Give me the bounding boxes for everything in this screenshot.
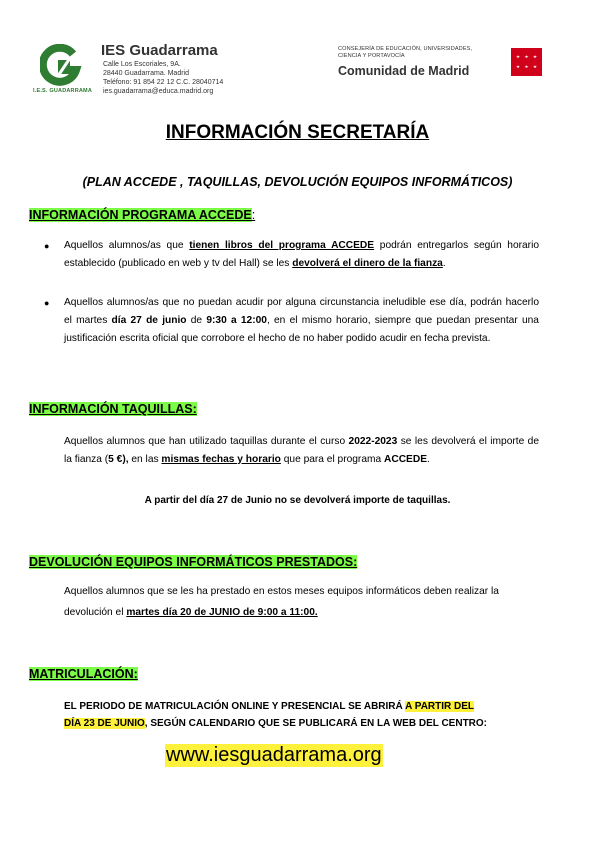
address-line: 28440 Guadarrama. Madrid: [103, 70, 189, 77]
equipos-paragraph-line-1: Aquellos alumnos que se les ha prestado en estos meses equipos informáticos deben realizar la: [64, 586, 499, 597]
taquillas-paragraph: Aquellos alumnos que han utilizado taquillas durante el curso 2022-2023 se les devolverá el importe de la fianza (5 €), en las mismas fechas y horario que para el programa ACCEDE.: [64, 436, 540, 465]
taquillas-heading: INFORMACIÓN TAQUILLAS:: [29, 402, 197, 416]
matricula-line-1: EL PERIODO DE MATRICULACIÓN ONLINE Y PRESENCIAL SE ABRIRÁ A PARTIR DEL: [64, 701, 475, 712]
website-link[interactable]: www.iesguadarrama.org: [166, 744, 382, 766]
equipos-paragraph-line-2: devolución el martes día 20 de JUNIO de 9:00 a 11:00.: [64, 607, 318, 618]
accede-paragraph-1: Aquellos alumnos/as que tienen libros del programa ACCEDE podrán entregarlos según horario establecido (publicado en web y tv del Hall) se les devolverá el dinero de la fianza.: [64, 240, 540, 269]
phone-line: Teléfono: 91 854 22 12 C.C. 28040714: [103, 79, 224, 86]
equipos-heading: DEVOLUCIÓN EQUIPOS INFORMÁTICOS PRESTADOS:: [29, 555, 358, 569]
email-line: ies.guadarrama@educa.madrid.org: [103, 88, 214, 95]
comunidad-madrid-flag-icon: [511, 48, 542, 76]
accede-paragraph-2: Aquellos alumnos/as que no puedan acudir por alguna circunstancia ineludible ese día, podrán hacerlo el martes día 27 de junio de 9:30 a 12:00, en el mismo horario, siempre que puedan presentar una justificación escrita oficial que corrobore el hecho de no haber podido acudir en fecha prevista.: [64, 297, 539, 344]
school-logo: [40, 44, 82, 86]
matricula-heading: MATRICULACIÓN:: [29, 667, 138, 681]
logo-caption: I.E.S. GUADARRAMA: [33, 88, 93, 94]
page-title: INFORMACIÓN SECRETARÍA: [165, 122, 430, 143]
school-name: IES Guadarrama: [101, 42, 218, 59]
matricula-line-2: DÍA 23 DE JUNIO, SEGÚN CALENDARIO QUE SE PUBLICARÁ EN LA WEB DEL CENTRO:: [64, 718, 488, 729]
taquillas-note: A partir del día 27 de Junio no se devolverá importe de taquillas.: [144, 495, 451, 506]
address-line: Calle Los Escoriales, 9A.: [103, 61, 181, 68]
bullet-icon: ●: [44, 241, 50, 251]
page-subtitle: (PLAN ACCEDE , TAQUILLAS, DEVOLUCIÓN EQUIPOS INFORMÁTICOS): [82, 175, 513, 189]
bullet-icon: ●: [44, 298, 50, 308]
consejeria-label: CONSEJERÍA DE EDUCACIÓN, UNIVERSIDADES, CIENCIA Y PORTAVOCÍA: [338, 46, 473, 59]
region-name: Comunidad de Madrid: [338, 64, 470, 78]
accede-heading: INFORMACIÓN PROGRAMA ACCEDE:: [29, 208, 256, 222]
